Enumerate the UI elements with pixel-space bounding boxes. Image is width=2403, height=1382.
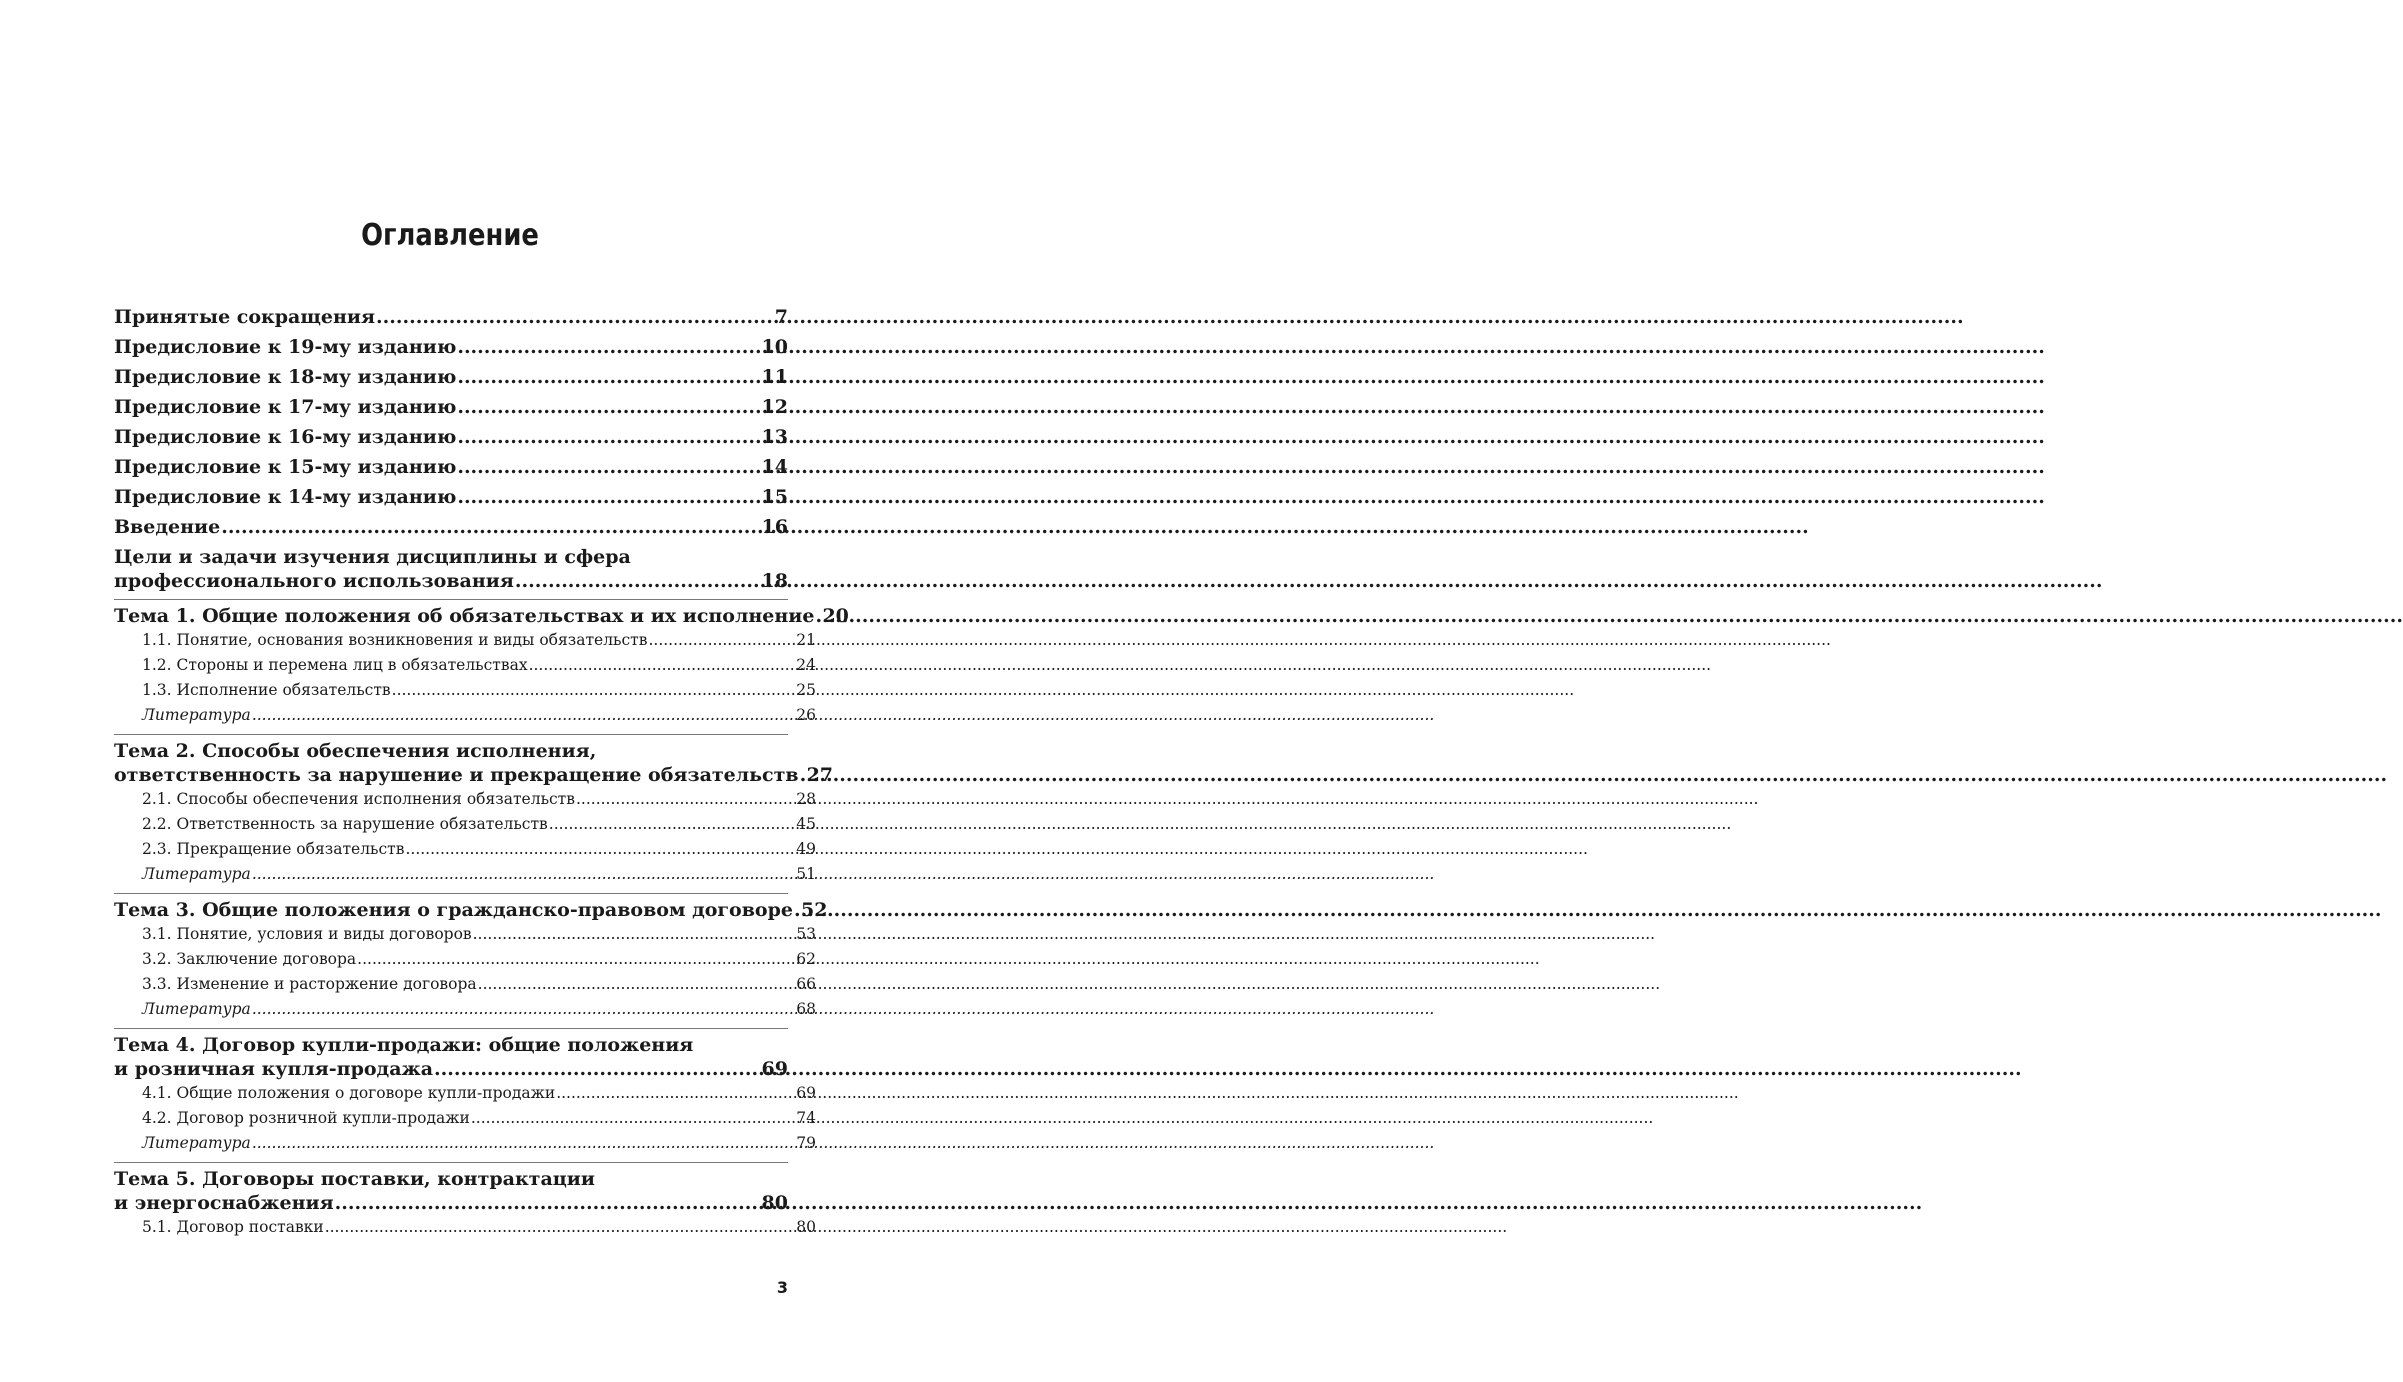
dot-leader xyxy=(252,703,795,728)
toc-topic-5[interactable] xyxy=(114,1167,788,1215)
topic-title: Тема 2. Способы обеспечения исполнения, xyxy=(114,740,597,762)
divider xyxy=(114,893,788,894)
dot-leader xyxy=(800,763,806,787)
toc-entry-page: 10 xyxy=(761,336,788,358)
subentry-page: 21 xyxy=(796,631,816,649)
dot-leader xyxy=(794,898,800,922)
dot-leader xyxy=(357,947,795,972)
toc-subentry[interactable] xyxy=(142,1215,816,1240)
topic-title-cont: и розничная купля-продажа xyxy=(114,1058,434,1080)
page-number: 3 xyxy=(776,1278,788,1297)
dot-leader xyxy=(405,837,795,862)
topic-title: Тема 5. Договоры поставки, контрактации xyxy=(114,1168,595,1190)
subentry-page: 69 xyxy=(796,1084,816,1102)
toc-subentry-literature[interactable] xyxy=(142,997,816,1022)
dot-leader xyxy=(556,1081,795,1106)
subentry-page: 74 xyxy=(796,1109,816,1127)
dot-leader xyxy=(515,569,761,593)
toc-subentry[interactable] xyxy=(142,972,816,997)
toc-entry-label: Введение xyxy=(114,516,221,538)
toc-topic-2[interactable] xyxy=(114,739,834,787)
subentry-label: 4.2. Договор розничной купли-продажи xyxy=(142,1109,470,1127)
toc-subentry-literature[interactable] xyxy=(142,1131,816,1156)
toc-subentry[interactable] xyxy=(142,812,816,837)
dot-leader xyxy=(325,1215,796,1240)
toc-subentry[interactable] xyxy=(142,1081,816,1106)
dot-leader xyxy=(457,335,760,359)
subentry-page: 79 xyxy=(796,1134,816,1152)
subentry-label: Литература xyxy=(142,706,251,724)
toc-entry[interactable] xyxy=(114,335,788,365)
toc-topic-3[interactable] xyxy=(114,898,828,922)
dot-leader xyxy=(252,997,795,1022)
subentry-page: 80 xyxy=(796,1218,816,1236)
subentry-label: 3.2. Заключение договора xyxy=(142,950,357,968)
toc-entry-page: 13 xyxy=(761,426,788,448)
topic-page: 20 xyxy=(822,605,849,627)
dot-leader xyxy=(392,678,796,703)
subentry-label: 2.1. Способы обеспечения исполнения обязательств xyxy=(142,790,575,808)
toc-entry-label: Предисловие к 14-му изданию xyxy=(114,486,457,508)
subentry-label: 3.1. Понятие, условия и виды договоров xyxy=(142,925,472,943)
subentry-page: 62 xyxy=(796,950,816,968)
toc-entry-page: 15 xyxy=(761,486,788,508)
subentry-page: 26 xyxy=(796,706,816,724)
toc-subentry[interactable] xyxy=(142,628,816,653)
toc-entry[interactable] xyxy=(114,395,788,425)
toc-entry-page: 11 xyxy=(761,366,788,388)
dot-leader xyxy=(457,365,760,389)
toc-entry-label-cont: профессионального использования xyxy=(114,570,514,592)
subentry-label: 3.3. Изменение и расторжение договора xyxy=(142,975,477,993)
subentry-page: 51 xyxy=(796,865,816,883)
toc-entry-page: 16 xyxy=(761,516,788,538)
subentry-label: Литература xyxy=(142,1000,251,1018)
page-title: Оглавление xyxy=(361,218,539,253)
toc-entry-page: 18 xyxy=(761,570,788,592)
toc-subentry-literature[interactable] xyxy=(142,862,816,887)
toc-entry[interactable] xyxy=(114,305,788,335)
subentry-label: Литература xyxy=(142,865,251,883)
toc-topic-1[interactable] xyxy=(114,604,849,628)
toc-entry[interactable] xyxy=(114,455,788,485)
subentry-label: 1.1. Понятие, основания возникновения и виды обязательств xyxy=(142,631,648,649)
toc-entry-label: Предисловие к 17-му изданию xyxy=(114,396,457,418)
toc-subentry[interactable] xyxy=(142,678,816,703)
subentry-page: 53 xyxy=(796,925,816,943)
toc-entry-page: 12 xyxy=(761,396,788,418)
topic-page: 52 xyxy=(800,899,828,921)
dot-leader xyxy=(457,425,760,449)
subentry-page: 25 xyxy=(796,681,816,699)
topic-title: Тема 3. Общие положения о гражданско-правовом договоре xyxy=(114,899,793,921)
toc-entry-label: Цели и задачи изучения дисциплины и сфера xyxy=(114,546,631,568)
toc-entry-page: 7 xyxy=(774,306,788,328)
toc-subentry[interactable] xyxy=(142,947,816,972)
table-of-contents xyxy=(114,305,849,1240)
dot-leader xyxy=(457,455,760,479)
subentry-label: Литература xyxy=(142,1134,251,1152)
divider xyxy=(114,599,788,600)
subentry-label: 1.2. Стороны и перемена лиц в обязательствах xyxy=(142,656,528,674)
divider xyxy=(114,1028,788,1029)
topic-page: 69 xyxy=(761,1058,788,1080)
dot-leader xyxy=(252,1131,795,1156)
topic-title: Тема 1. Общие положения об обязательствах и их исполнение xyxy=(114,605,815,627)
topic-page: 27 xyxy=(806,764,834,786)
topic-title: Тема 4. Договор купли-продажи: общие положения xyxy=(114,1034,694,1056)
toc-topic-4[interactable] xyxy=(114,1033,788,1081)
subentry-label: 4.1. Общие положения о договоре купли-продажи xyxy=(142,1084,556,1102)
toc-subentry[interactable] xyxy=(142,837,816,862)
divider xyxy=(114,1162,788,1163)
subentry-page: 66 xyxy=(796,975,816,993)
toc-entry-label: Предисловие к 18-му изданию xyxy=(114,366,457,388)
subentry-page: 28 xyxy=(796,790,816,808)
toc-subentry[interactable] xyxy=(142,787,816,812)
toc-subentry[interactable] xyxy=(142,922,816,947)
toc-entry-page: 14 xyxy=(761,456,788,478)
dot-leader xyxy=(529,653,796,678)
toc-entry[interactable] xyxy=(114,485,788,515)
dot-leader xyxy=(376,305,774,329)
toc-entry[interactable] xyxy=(114,365,788,395)
toc-entry-label: Принятые сокращения xyxy=(114,306,376,328)
subentry-page: 68 xyxy=(796,1000,816,1018)
toc-entry-label: Предисловие к 19-му изданию xyxy=(114,336,457,358)
dot-leader xyxy=(457,485,760,509)
dot-leader xyxy=(473,922,796,947)
subentry-page: 49 xyxy=(796,840,816,858)
dot-leader xyxy=(252,862,795,887)
subentry-label: 2.3. Прекращение обязательств xyxy=(142,840,405,858)
dot-leader xyxy=(576,787,795,812)
dot-leader xyxy=(815,604,821,628)
dot-leader xyxy=(335,1191,761,1215)
toc-entry-goals[interactable] xyxy=(114,545,788,593)
topic-title-cont: и энергоснабжения xyxy=(114,1192,334,1214)
toc-entry-label: Предисловие к 16-му изданию xyxy=(114,426,457,448)
dot-leader xyxy=(471,1106,795,1131)
subentry-label: 1.3. Исполнение обязательств xyxy=(142,681,391,699)
subentry-page: 24 xyxy=(796,656,816,674)
dot-leader xyxy=(478,972,796,997)
dot-leader xyxy=(457,395,760,419)
toc-entry-label: Предисловие к 15-му изданию xyxy=(114,456,457,478)
topic-title-cont: ответственность за нарушение и прекращение обязательств xyxy=(114,764,799,786)
dot-leader xyxy=(434,1057,761,1081)
dot-leader xyxy=(549,812,796,837)
dot-leader xyxy=(648,628,795,653)
toc-entry[interactable] xyxy=(114,515,788,545)
divider xyxy=(114,734,788,735)
toc-subentry-literature[interactable] xyxy=(142,703,816,728)
toc-entry[interactable] xyxy=(114,425,788,455)
subentry-label: 5.1. Договор поставки xyxy=(142,1218,324,1236)
subentry-label: 2.2. Ответственность за нарушение обязательств xyxy=(142,815,548,833)
topic-page: 80 xyxy=(761,1192,788,1214)
dot-leader xyxy=(221,515,760,539)
subentry-page: 45 xyxy=(796,815,816,833)
toc-subentry[interactable] xyxy=(142,1106,816,1131)
toc-subentry[interactable] xyxy=(142,653,816,678)
